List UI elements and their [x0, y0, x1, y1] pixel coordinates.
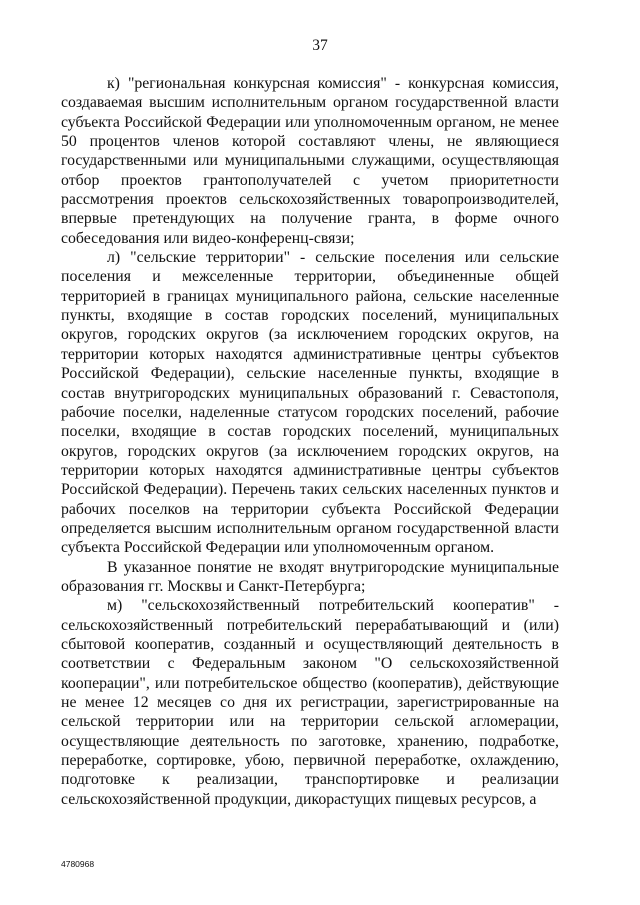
definition-paragraph-m: м) "сельскохозяйственный потребительский кооператив" - сельскохозяйственный потребительский перерабатывающий и (или) сбытовой кооператив, созданный и осуществляющий деятельность в соответствии с Федеральным законом "О сельскохозяйственной кооперации", или потребительское общество (кооператив), действующие не менее 12 месяцев со дня их регистрации, зарегистрированные на сельской территории или на территории сельской агломерации, осуществляющие деятельность по заготовке, хранению, подработке, переработке, сортировке, убою, первичной переработке, охлаждению, подготовке к реализации, транспортировке и реализации сельскохозяйственной продукции, дикорастущих пищевых ресурсов, а [61, 597, 559, 808]
definition-paragraph-k: к) "региональная конкурсная комиссия" - конкурсная комиссия, создаваемая высшим исполнительным органом государственной власти субъекта Российской Федерации или уполномоченным органом, не менее 50 процентов членов которой составляют члены, не являющиеся государственными или муниципальными служащими, осуществляющая отбор проектов грантополучателей с учетом приоритетности рассмотрения проектов сельскохозяйственных товаропроизводителей, впервые претендующих на получение гранта, в форме очного собеседования или видео-конференц-связи; [61, 75, 559, 247]
page-number: 37 [312, 37, 328, 54]
note-paragraph: В указанное понятие не входят внутригородские муниципальные образования гг. Москвы и Санкт-Петербурга; [61, 558, 559, 595]
document-body [61, 74, 559, 809]
definition-paragraph-l: л) "сельские территории" - сельские поселения или сельские поселения и межселенные территории, объединенные общей территорией в границах муниципального района, сельские населенные пункты, входящие в состав городских поселений, муниципальных округов, городских округов (за исключением городских округов, на территории которых находятся административные центры субъектов Российской Федерации), сельские населенные пункты, входящие в состав внутригородских муниципальных образований г. Севастополя, рабочие поселки, наделенные статусом городских поселений, рабочие поселки, входящие в состав городских поселений, муниципальных округов, городских округов (за исключением городских округов, на территории которых находятся административные центры субъектов Российской Федерации). Перечень таких сельских населенных пунктов и рабочих поселков на территории субъекта Российской Федерации определяется высшим исполнительным органом государственной власти субъекта Российской Федерации или уполномоченным органом. [61, 249, 559, 557]
document-code: 4780968 [61, 859, 95, 869]
